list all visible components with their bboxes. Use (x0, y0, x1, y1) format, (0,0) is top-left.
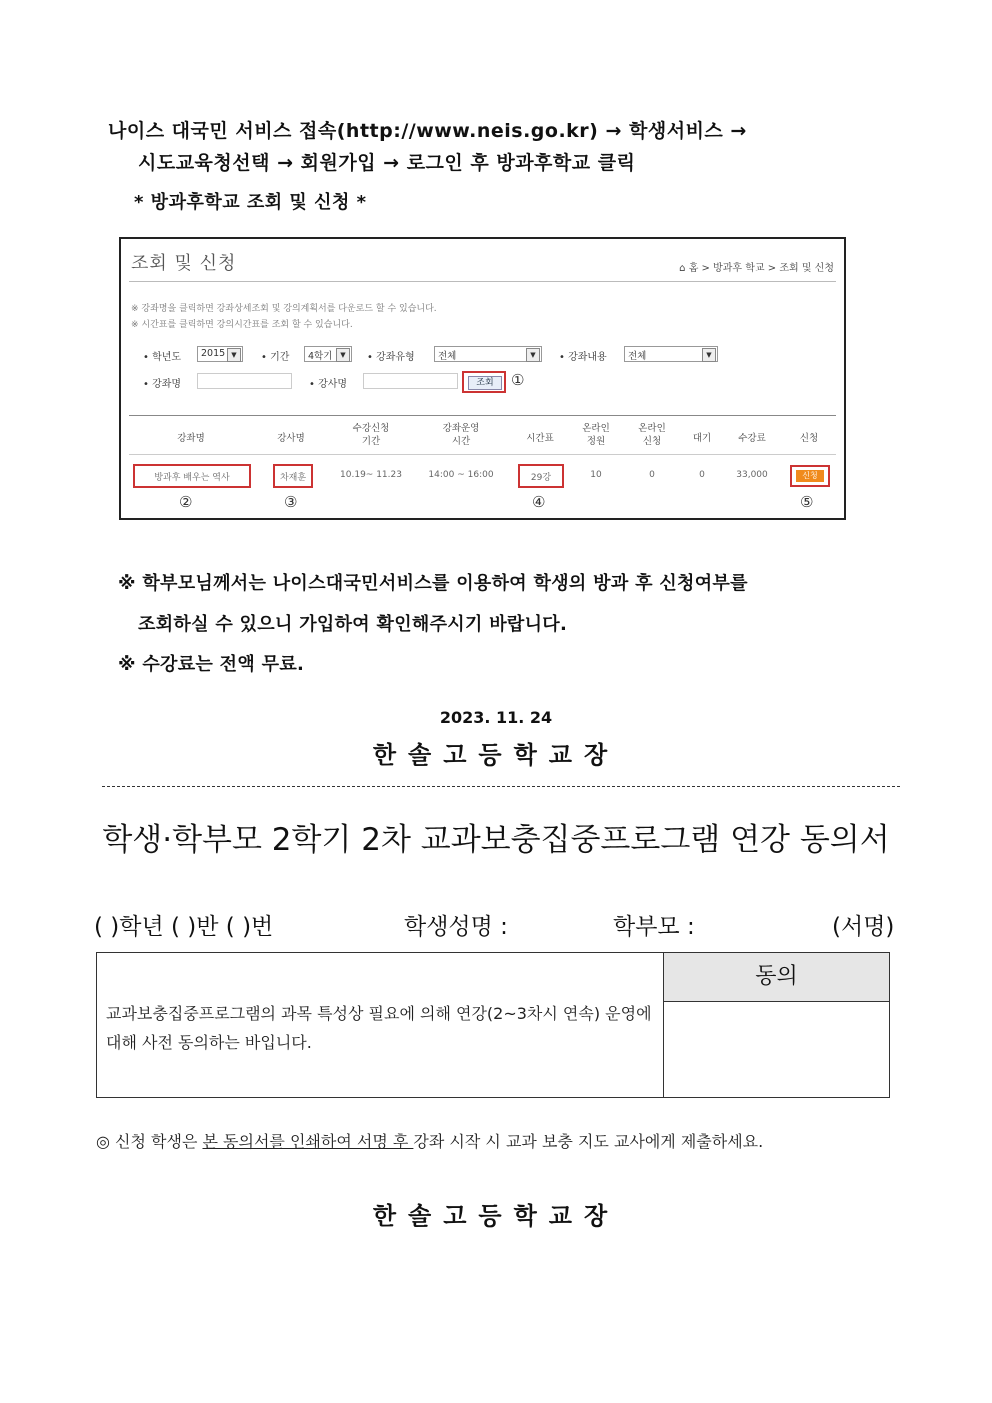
footnote-underlined: 본 동의서를 인쇄하여 서명 후 (202, 1132, 414, 1151)
breadcrumb (679, 259, 834, 274)
screenshot-note-2: ※ 시간표를 클릭하면 강의시간표를 조회 할 수 있습니다. (131, 320, 353, 330)
marker-3: ③ (284, 493, 298, 511)
content-select[interactable]: 전체 ▼ (624, 346, 718, 362)
issue-date: 2023. 11. 24 (439, 708, 553, 727)
teacher-input[interactable] (363, 373, 458, 389)
footnote (96, 1129, 763, 1152)
type-label: • 강좌유형 (367, 352, 415, 363)
cell-course[interactable]: 방과후 배우는 역사 (154, 473, 230, 483)
col-online-capacity: 온라인 정원 (582, 423, 610, 447)
chevron-down-icon: ▼ (336, 348, 350, 362)
apply-button[interactable]: 신청 (796, 470, 824, 482)
info-parent: 학부모 : (613, 914, 695, 940)
instruction-line-3: * 방과후학교 조회 및 신청 * (134, 192, 367, 213)
notice-1: ※ 학부모님께서는 나이스대국민서비스를 이용하여 학생의 방과 후 신청여부를 (118, 573, 748, 594)
year-label: • 학년도 (143, 352, 182, 363)
teacher-label: • 강사명 (309, 379, 348, 390)
consent-header: 동의 (664, 953, 889, 1002)
screenshot-note-1: ※ 강좌명을 클릭하면 강좌상세조회 및 강의계획서를 다운로드 할 수 있습니다. (131, 304, 437, 314)
notice-2: 조회하실 수 있으니 가입하여 확인해주시기 바랍니다. (138, 614, 568, 635)
table-top-line (129, 415, 836, 416)
divider (129, 281, 836, 282)
cell-online-capacity: 10 (590, 470, 602, 480)
screenshot-title: 조회 및 신청 (131, 253, 237, 274)
period-select[interactable]: 4학기 ▼ (304, 346, 352, 362)
cut-line (102, 786, 900, 787)
cell-fee: 33,000 (736, 470, 768, 480)
col-fee: 수강료 (738, 433, 766, 444)
form-title: 학생·학부모 2학기 2차 교과보충집중프로그램 연강 동의서 (102, 822, 890, 858)
col-apply: 신청 (799, 433, 819, 444)
col-apply-period: 수강신청 기간 (352, 423, 390, 447)
school-head-1: 한솔고등학교장 (372, 741, 620, 769)
chevron-down-icon: ▼ (702, 348, 716, 362)
neis-screenshot (119, 237, 846, 520)
cell-run-time: 14:00 ~ 16:00 (428, 470, 494, 480)
info-grade-class-number: ( )학년 ( )반 ( )번 (94, 914, 274, 940)
marker-4: ④ (532, 493, 546, 511)
consent-text: 교과보충집중프로그램의 과목 특성상 필요에 의해 연강(2~3차시 연속) 운영에 대해 사전 동의하는 바입니다. (106, 1004, 652, 1052)
col-timetable: 시간표 (526, 433, 554, 444)
home-icon: ⌂ (679, 263, 686, 274)
chevron-down-icon: ▼ (227, 348, 241, 362)
cell-teacher: 차재훈 (279, 473, 307, 483)
footnote-post: 강좌 시작 시 교과 보충 지도 교사에게 제출하세요. (413, 1132, 764, 1151)
col-run-time: 강좌운영 시간 (442, 423, 480, 447)
cell-timetable[interactable]: 29강 (530, 473, 552, 483)
col-online-applied: 온라인 신청 (638, 423, 666, 447)
cell-waiting: 0 (699, 470, 705, 480)
instruction-line-2: 시도교육청선택 → 회원가입 → 로그인 후 방과후학교 클릭 (138, 152, 636, 174)
cell-online-applied: 0 (649, 470, 655, 480)
consent-table (96, 952, 890, 1098)
col-course: 강좌명 (177, 433, 205, 444)
search-button-highlight (462, 371, 506, 393)
table-header-line (129, 454, 836, 455)
search-button[interactable]: 조회 (468, 376, 502, 390)
info-student-name: 학생성명 : (404, 914, 508, 940)
chevron-down-icon: ▼ (526, 348, 540, 362)
course-input[interactable] (197, 373, 292, 389)
apply-button-highlight (790, 465, 830, 487)
type-select[interactable]: 전체 ▼ (434, 346, 542, 362)
marker-5: ⑤ (800, 493, 814, 511)
footnote-pre: ◎ 신청 학생은 (96, 1132, 203, 1151)
info-signature: (서명) (832, 914, 895, 940)
content-label: • 강좌내용 (559, 352, 607, 363)
school-head-2: 한솔고등학교장 (372, 1202, 620, 1230)
instruction-line-1: 나이스 대국민 서비스 접속(http://www.neis.go.kr) → 학생서비스 → (108, 120, 747, 142)
marker-2: ② (179, 493, 193, 511)
cell-apply-period: 10.19~ 11.23 (340, 470, 402, 480)
col-waiting: 대기 (692, 433, 712, 444)
marker-1: ① (511, 371, 525, 389)
breadcrumb-text: 홈 > 방과후 학교 > 조회 및 신청 (688, 263, 834, 274)
notice-3: ※ 수강료는 전액 무료. (118, 654, 305, 675)
year-select[interactable]: 2015 ▼ (197, 346, 243, 362)
course-label: • 강좌명 (143, 379, 182, 390)
period-label: • 기간 (261, 352, 290, 363)
col-teacher: 강사명 (277, 433, 305, 444)
